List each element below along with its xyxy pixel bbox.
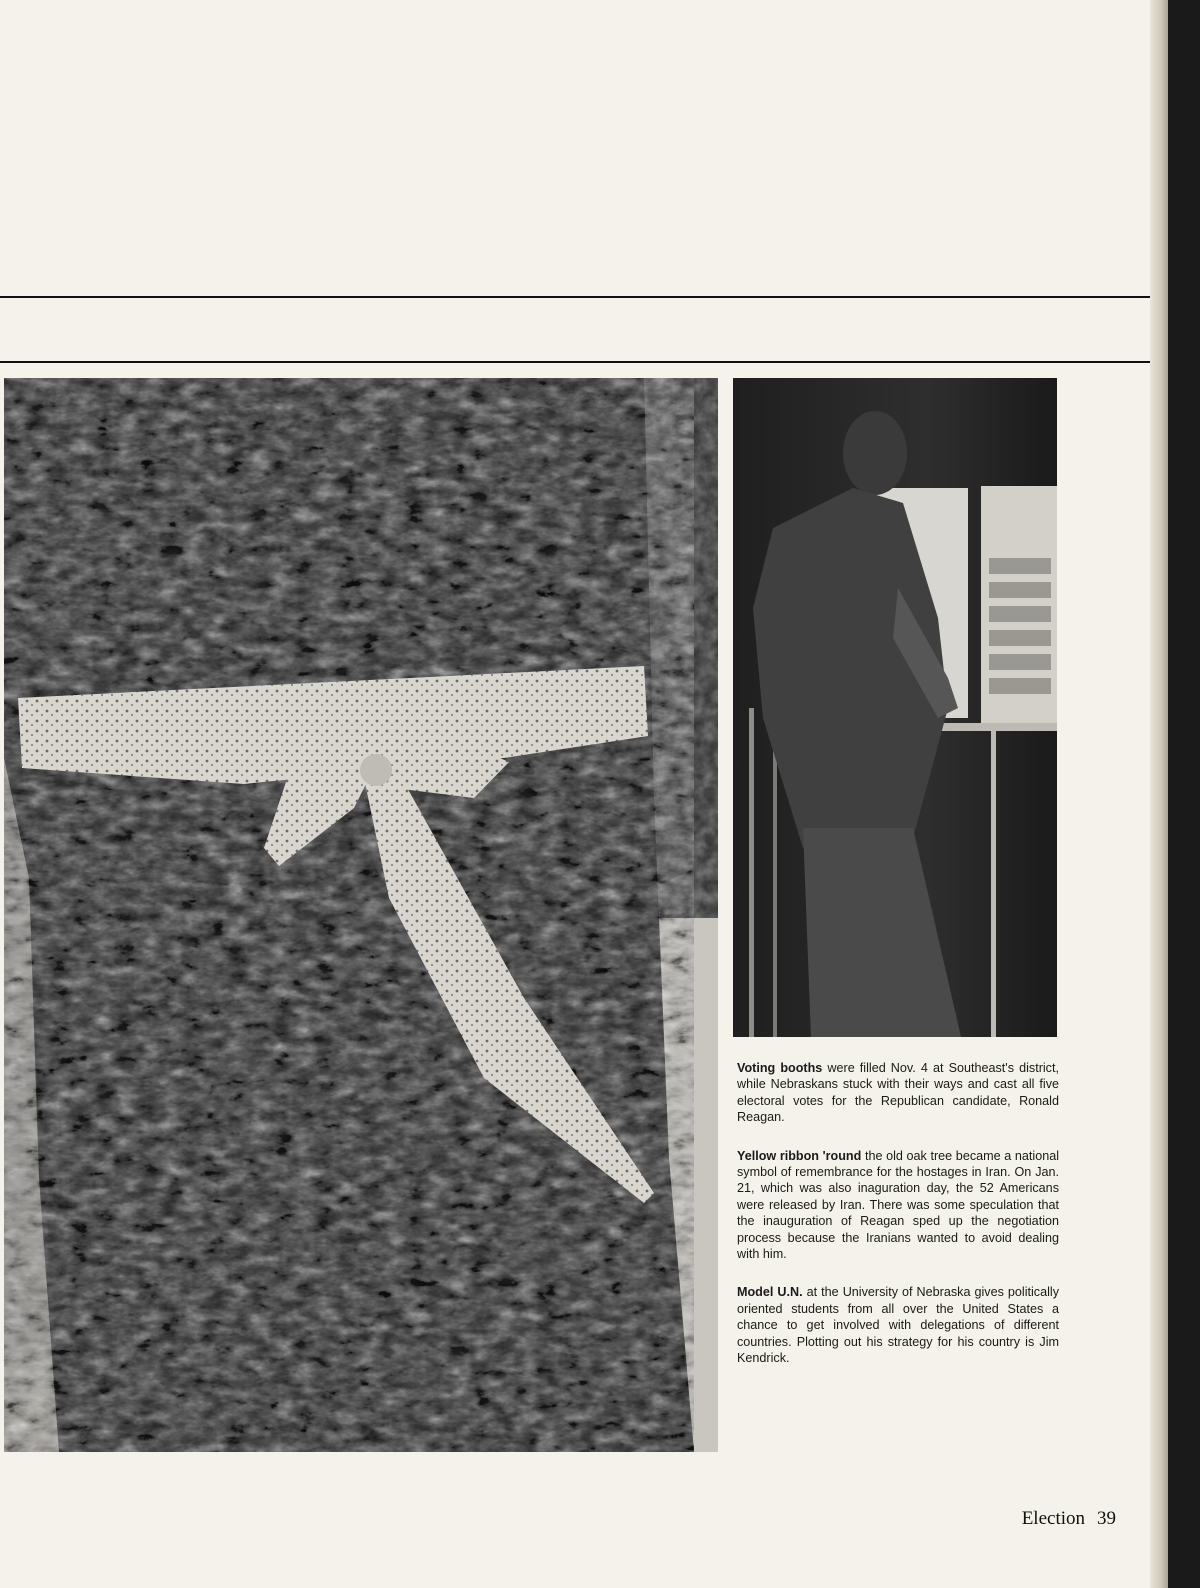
caption-text: at the University of Nebraska gives politically oriented students from all over the United States a chance to get involved with delegations of different countries. Plotting out his strategy for his country is Jim Kendrick. xyxy=(737,1285,1059,1366)
caption-voting-booths xyxy=(737,1060,1059,1126)
caption-text: the old oak tree became a national symbol of remembrance for the hostages in Iran. On Jan. 21, which was also inaguration day, the 52 Americans were released by Iran. There was some speculation that the inauguration of Reagan sped up the negotiation process because the Iranians wanted to avoid dealing with him. xyxy=(737,1148,1060,1262)
photo-ribbon-tree xyxy=(4,378,718,1452)
caption-text: were filled Nov. 4 at Southeast's district, while Nebraskans stuck with their ways and cast all five electoral votes for the Republican candidate, Ronald Reagan. xyxy=(737,1061,1059,1125)
caption-yellow-ribbon xyxy=(737,1148,1059,1263)
second-rule xyxy=(0,361,1158,363)
caption-column xyxy=(737,1060,1059,1389)
page-number: 39 xyxy=(1097,1508,1116,1529)
top-rule xyxy=(0,296,1158,298)
page-edge xyxy=(1150,0,1168,1588)
caption-lead: Model U.N. xyxy=(737,1285,803,1300)
page-folio xyxy=(900,1508,1116,1530)
caption-model-un xyxy=(737,1284,1059,1366)
caption-lead: Yellow ribbon 'round xyxy=(737,1148,862,1163)
section-name: Election xyxy=(1021,1508,1085,1529)
photo-voting-booths xyxy=(733,378,1057,1037)
caption-lead: Voting booths xyxy=(737,1061,823,1075)
